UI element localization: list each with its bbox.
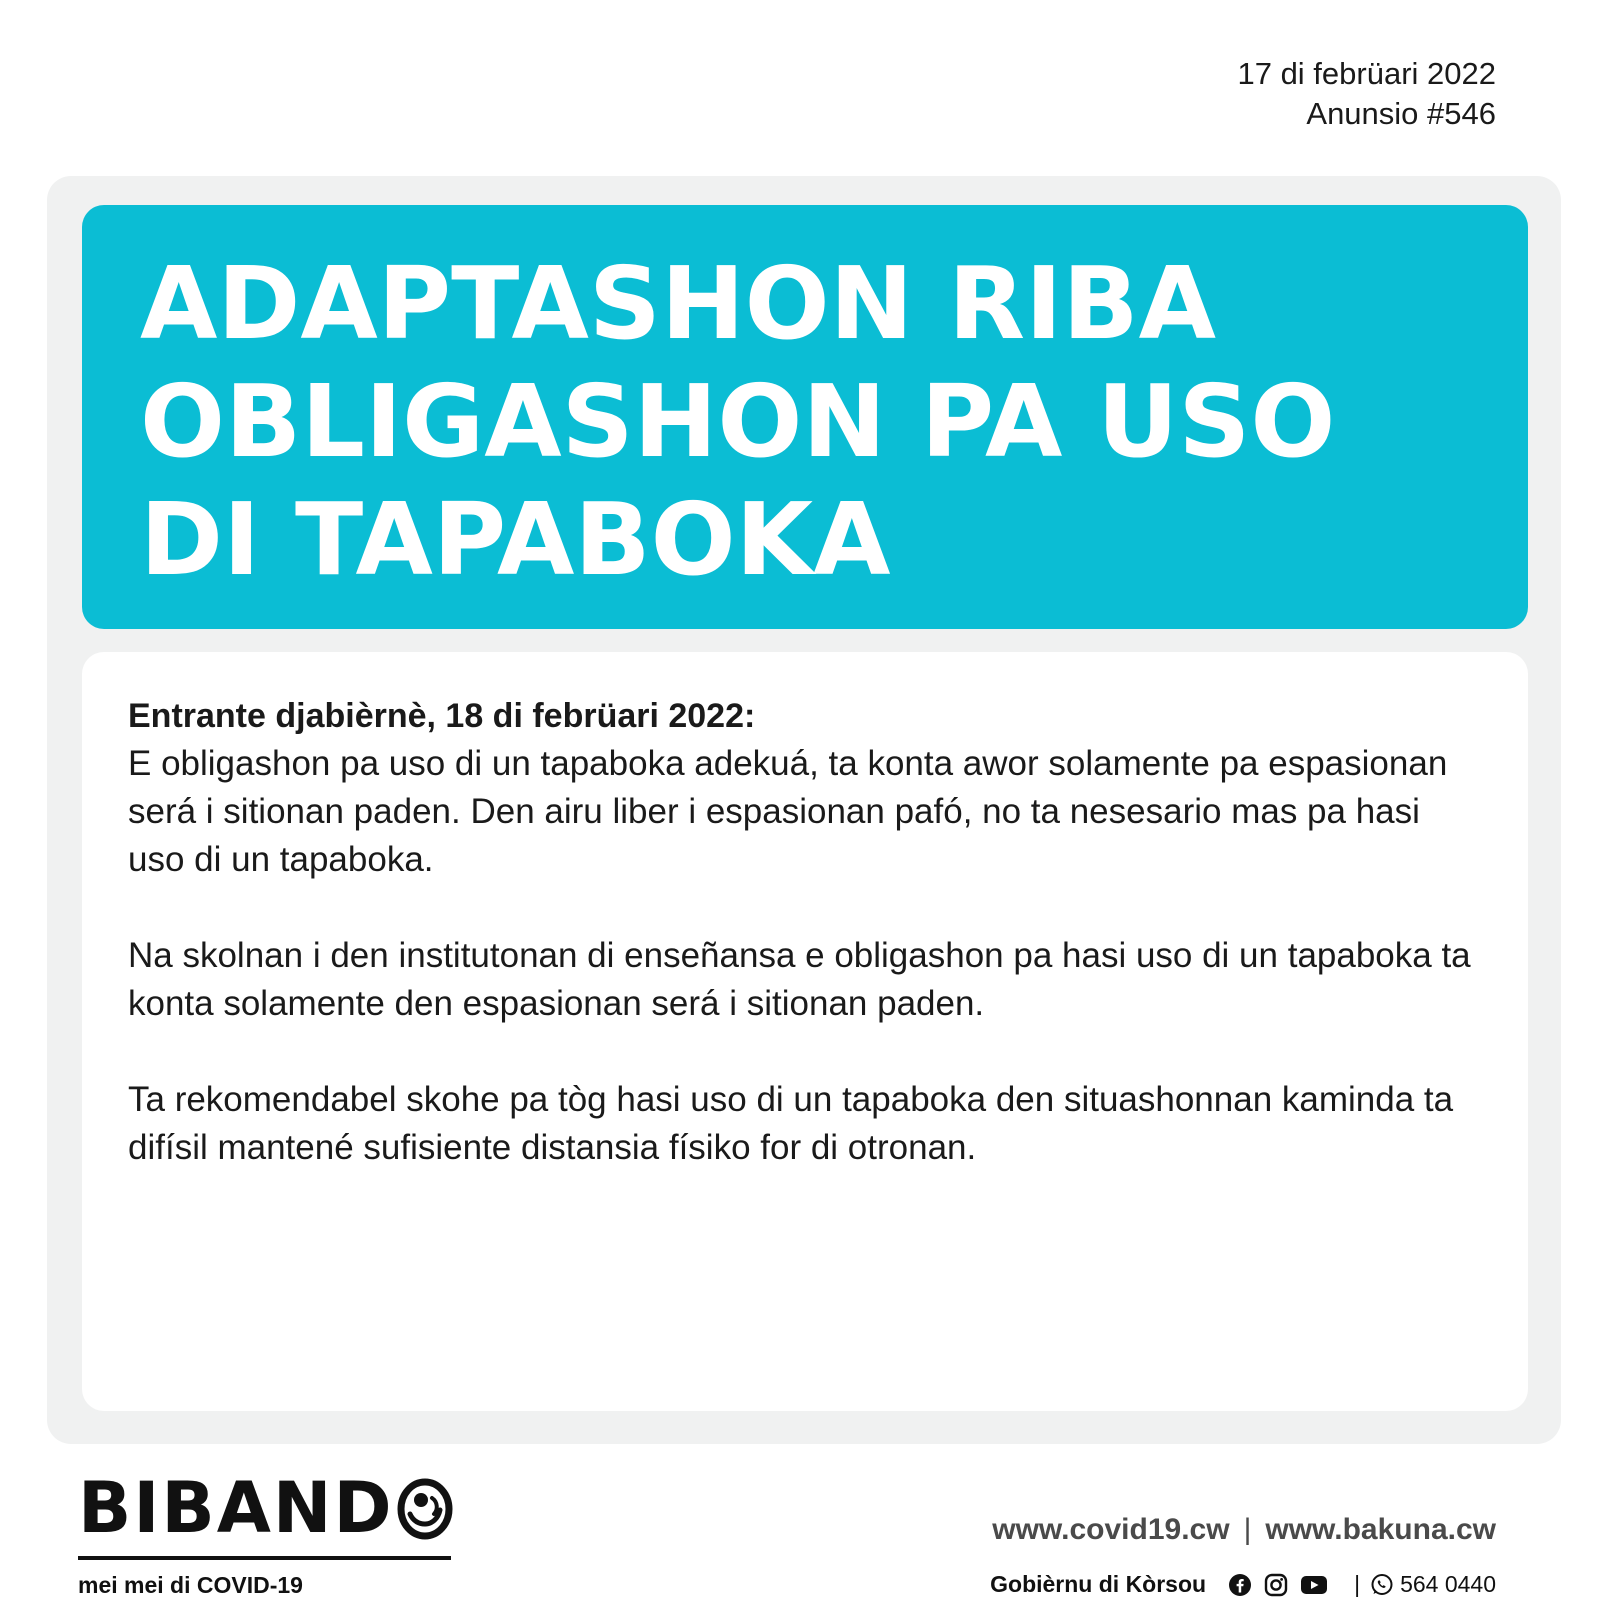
logo-tagline: mei mei di COVID-19 bbox=[78, 1572, 303, 1598]
link-bakuna[interactable]: www.bakuna.cw bbox=[1265, 1513, 1496, 1546]
paragraph-recommendation: Ta rekomendabel skohe pa tòg hasi uso di un tapaboka den situashonnan kaminda ta difísil mantené sufisiente distansia físiko for di otronan. bbox=[128, 1080, 1454, 1167]
announcement-number: Anunsio #546 bbox=[1306, 96, 1496, 131]
logo-o-emblem-icon bbox=[396, 1476, 454, 1540]
government-name: Gobièrnu di Kòrsou bbox=[990, 1571, 1207, 1597]
facebook-icon[interactable] bbox=[1228, 1573, 1252, 1597]
instagram-icon[interactable] bbox=[1264, 1573, 1288, 1597]
bibando-logo bbox=[78, 1467, 458, 1599]
link-separator: | bbox=[1243, 1513, 1252, 1546]
effective-date-heading: Entrante djabièrnè, 18 di febrüari 2022: bbox=[128, 697, 756, 735]
whatsapp-icon bbox=[1370, 1573, 1394, 1597]
footer-links bbox=[992, 1513, 1496, 1547]
link-covid19[interactable]: www.covid19.cw bbox=[992, 1513, 1230, 1546]
title-line-3: DI TAPABOKA bbox=[140, 481, 891, 598]
phone-number[interactable]: 564 0440 bbox=[1400, 1571, 1496, 1597]
youtube-icon[interactable] bbox=[1300, 1573, 1328, 1597]
content-card bbox=[82, 652, 1528, 1411]
logo-divider bbox=[78, 1556, 451, 1560]
title-line-1: ADAPTASHON RIBA bbox=[140, 245, 1216, 362]
government-row bbox=[990, 1571, 1496, 1598]
phone-separator: | bbox=[1354, 1571, 1361, 1597]
paragraph-general-rule: E obligashon pa uso di un tapaboka adekuá, ta konta awor solamente pa espasionan será i sitionan paden. Den airu liber i espasionan pafó, no ta nesesario mas pa hasi uso di un tapaboka. bbox=[128, 744, 1448, 879]
announcement-meta bbox=[1237, 54, 1496, 134]
paragraph-schools: Na skolnan i den institutonan di enseñansa e obligashon pa hasi uso di un tapaboka ta konta solamente den espasionan será i sitionan paden. bbox=[128, 936, 1471, 1023]
title-line-2: OBLIGASHON PA USO bbox=[140, 363, 1336, 480]
announcement-date: 17 di febrüari 2022 bbox=[1237, 56, 1496, 91]
title-banner bbox=[82, 205, 1528, 629]
page-title bbox=[140, 245, 1468, 599]
logo-word: BIBAND bbox=[78, 1467, 394, 1549]
logo-wordmark bbox=[78, 1467, 458, 1549]
